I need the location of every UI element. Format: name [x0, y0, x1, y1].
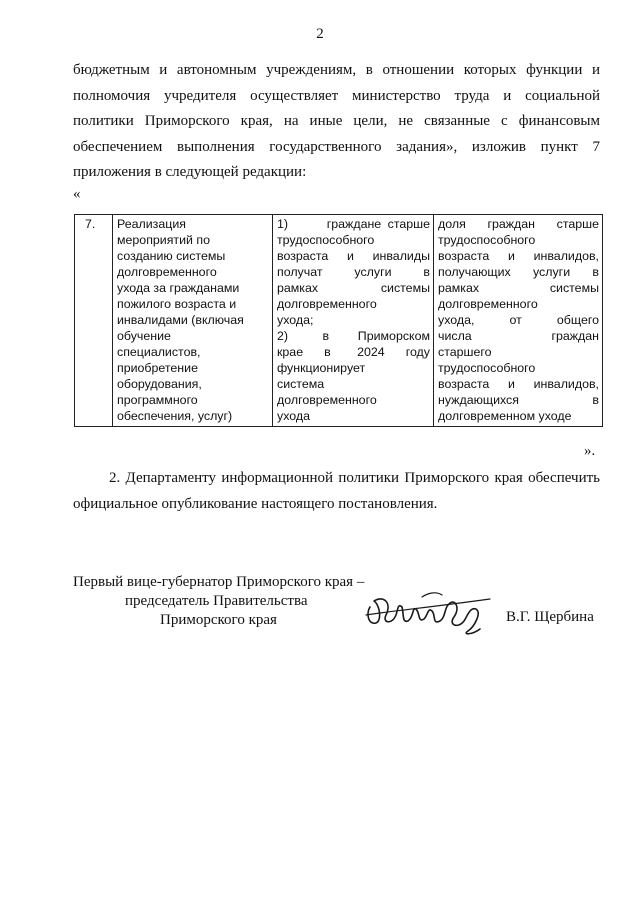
indicator-text [438, 216, 599, 424]
row-number: 7. [85, 217, 96, 231]
cell-line: 2) в Приморском [277, 329, 430, 343]
item-2-paragraph: 2. Департаменту информационной политики Приморского края обеспечить официальное опубликование настоящего постановления. [73, 470, 600, 512]
signer-name: В.Г. Щербина [506, 609, 594, 625]
cell-line: числа граждан [438, 329, 599, 343]
cell-line: программного [117, 393, 198, 407]
cell-line: получат услуги в [277, 265, 430, 279]
cell-line: мероприятий по [117, 233, 210, 247]
cell-line: получающих услуги в [438, 265, 599, 279]
signer-title-line-1: Первый вице-губернатор Приморского края – [73, 574, 365, 590]
cell-line: функционирует [277, 361, 366, 375]
cell-line: долговременного [277, 393, 377, 407]
cell-line: трудоспособного [438, 233, 536, 247]
row-number-cell [75, 215, 113, 427]
signer-title-line-3: Приморского края [160, 612, 277, 628]
result-cell [273, 215, 434, 427]
measure-text [117, 216, 269, 424]
indicator-cell [434, 215, 603, 427]
cell-line: рамках системы [438, 281, 599, 295]
cell-line: возраста и инвалидов, [438, 377, 599, 391]
cell-line: созданию системы [117, 249, 226, 263]
cell-line: старшего [438, 345, 492, 359]
cell-line: рамках системы [277, 281, 430, 295]
cell-line: обучение [117, 329, 171, 343]
cell-line: ухода; [277, 313, 314, 327]
cell-line: возраста и инвалиды [277, 249, 430, 263]
cell-line: долговременного [277, 297, 377, 311]
cell-line: инвалидами (включая [117, 313, 244, 327]
cell-line: ухода, от общего [438, 313, 599, 327]
cell-line: возраста и инвалидов, [438, 249, 599, 263]
page-number: 2 [316, 26, 324, 42]
signer-title-line-2: председатель Правительства [125, 593, 308, 609]
close-quote: ». [584, 443, 596, 459]
cell-line: долговременном уходе [438, 409, 572, 423]
cell-line: специалистов, [117, 345, 201, 359]
table-row [75, 215, 603, 427]
cell-line: обеспечения, услуг) [117, 409, 233, 423]
attachment-table [74, 214, 603, 427]
cell-line: нуждающихся в [438, 393, 599, 407]
cell-line: доля граждан старше [438, 217, 599, 231]
result-text [277, 216, 430, 424]
handwritten-signature [362, 585, 497, 640]
cell-line: ухода за гражданами [117, 281, 240, 295]
cell-line: оборудования, [117, 377, 202, 391]
measure-cell [113, 215, 273, 427]
cell-line: Реализация [117, 217, 186, 231]
cell-line: крае в 2024 году [277, 345, 430, 359]
cell-line: система [277, 377, 325, 391]
cell-line: пожилого возраста и [117, 297, 237, 311]
open-quote: « [73, 186, 81, 202]
cell-line: долговременного [438, 297, 538, 311]
cell-line: приобретение [117, 361, 198, 375]
intro-paragraph: бюджетным и автономным учреждениям, в отношении которых функции и полномочия учредителя осуществляет министерство труда и социальной политики Приморского края, на иные цели, не связанные с финансовым обеспечением выполнения государственного задания», изложив пункт 7 приложения в следующей редакции: [73, 62, 600, 180]
cell-line: ухода [277, 409, 310, 423]
cell-line: долговременного [117, 265, 217, 279]
cell-line: трудоспособного [438, 361, 536, 375]
cell-line: 1) граждане старше [277, 217, 430, 231]
cell-line: трудоспособного [277, 233, 375, 247]
